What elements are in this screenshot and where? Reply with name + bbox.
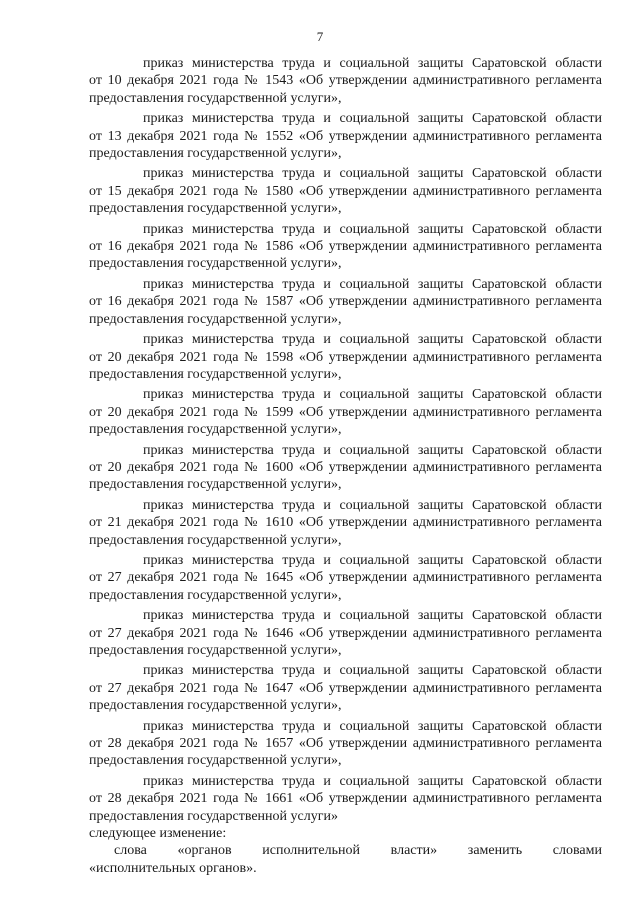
- order-line-3: предоставления государственной услуги»,: [89, 698, 342, 714]
- order-line-1: приказ министерства труда и социальной защиты Саратовской области: [143, 663, 602, 679]
- order-line-2: от 15 декабря 2021 года № 1580 «Об утверждении административного регламента: [89, 183, 602, 199]
- page-number: 7: [316, 29, 324, 44]
- order-line-1: приказ министерства труда и социальной защиты Саратовской области: [143, 608, 602, 624]
- order-paragraph: [89, 386, 602, 438]
- order-line-1: приказ министерства труда и социальной защиты Саратовской области: [143, 221, 602, 237]
- order-line-3: предоставления государственной услуги»,: [89, 532, 342, 548]
- order-line-1: приказ министерства труда и социальной защиты Саратовской области: [143, 387, 602, 403]
- order-line-2: от 10 декабря 2021 года № 1543 «Об утверждении административного регламента: [89, 73, 602, 89]
- order-line-1: приказ министерства труда и социальной защиты Саратовской области: [143, 276, 602, 292]
- change-paragraph: [89, 842, 602, 877]
- order-line-3: предоставления государственной услуги»,: [89, 587, 342, 603]
- order-paragraph: [89, 110, 602, 162]
- order-paragraph: [89, 55, 602, 107]
- order-line-1: приказ министерства труда и социальной защиты Саратовской области: [143, 497, 602, 513]
- order-line-3: предоставления государственной услуги»,: [89, 311, 342, 327]
- document-body: [89, 55, 602, 877]
- order-line-3: предоставления государственной услуги»: [89, 808, 338, 824]
- order-paragraph: [89, 221, 602, 273]
- order-paragraph: [89, 331, 602, 383]
- order-line-2: от 16 декабря 2021 года № 1587 «Об утверждении административного регламента: [89, 294, 602, 310]
- order-line-1: приказ министерства труда и социальной защиты Саратовской области: [143, 773, 602, 789]
- order-paragraph: [89, 773, 602, 825]
- order-paragraph: [89, 165, 602, 217]
- order-line-1: приказ министерства труда и социальной защиты Саратовской области: [143, 718, 602, 734]
- order-line-2: от 28 декабря 2021 года № 1657 «Об утверждении административного регламента: [89, 736, 602, 752]
- order-line-1: приказ министерства труда и социальной защиты Саратовской области: [143, 56, 602, 71]
- order-line-3: предоставления государственной услуги»,: [89, 256, 342, 272]
- order-paragraph: [89, 497, 602, 549]
- change-line-2: «исполнительных органов».: [89, 860, 257, 876]
- order-line-1: приказ министерства труда и социальной защиты Саратовской области: [143, 166, 602, 182]
- order-paragraph: [89, 552, 602, 604]
- order-paragraph: [89, 607, 602, 659]
- orders-list: [89, 55, 602, 825]
- order-paragraph: [89, 718, 602, 770]
- order-line-1: приказ министерства труда и социальной защиты Саратовской области: [143, 442, 602, 458]
- change-intro: следующее изменение:: [89, 826, 227, 842]
- order-line-1: приказ министерства труда и социальной защиты Саратовской области: [143, 111, 602, 127]
- order-line-3: предоставления государственной услуги»,: [89, 477, 342, 493]
- order-line-2: от 20 декабря 2021 года № 1600 «Об утверждении административного регламента: [89, 459, 602, 475]
- order-line-2: от 27 декабря 2021 года № 1646 «Об утверждении административного регламента: [89, 625, 602, 641]
- order-paragraph: [89, 442, 602, 494]
- order-line-2: от 21 декабря 2021 года № 1610 «Об утверждении административного регламента: [89, 515, 602, 531]
- order-line-1: приказ министерства труда и социальной защиты Саратовской области: [143, 552, 602, 568]
- order-line-3: предоставления государственной услуги»,: [89, 422, 342, 438]
- order-line-2: от 27 декабря 2021 года № 1645 «Об утверждении административного регламента: [89, 570, 602, 586]
- order-line-2: от 27 декабря 2021 года № 1647 «Об утверждении административного регламента: [89, 680, 602, 696]
- order-line-2: от 28 декабря 2021 года № 1661 «Об утверждении административного регламента: [89, 791, 602, 807]
- order-line-2: от 20 декабря 2021 года № 1599 «Об утверждении административного регламента: [89, 404, 602, 420]
- order-line-3: предоставления государственной услуги»,: [89, 201, 342, 217]
- order-line-1: приказ министерства труда и социальной защиты Саратовской области: [143, 332, 602, 348]
- order-paragraph: [89, 276, 602, 328]
- order-line-3: предоставления государственной услуги»,: [89, 643, 342, 658]
- change-line-1: слова «органов исполнительной власти» заменить словами: [114, 843, 602, 859]
- order-line-2: от 13 декабря 2021 года № 1552 «Об утверждении административного регламента: [89, 128, 602, 144]
- order-line-2: от 20 декабря 2021 года № 1598 «Об утверждении административного регламента: [89, 349, 602, 365]
- order-line-3: предоставления государственной услуги»,: [89, 146, 342, 162]
- order-line-3: предоставления государственной услуги»,: [89, 90, 342, 106]
- order-line-3: предоставления государственной услуги»,: [89, 753, 342, 769]
- order-line-2: от 16 декабря 2021 года № 1586 «Об утверждении административного регламента: [89, 239, 602, 255]
- order-line-3: предоставления государственной услуги»,: [89, 366, 342, 382]
- order-paragraph: [89, 662, 602, 714]
